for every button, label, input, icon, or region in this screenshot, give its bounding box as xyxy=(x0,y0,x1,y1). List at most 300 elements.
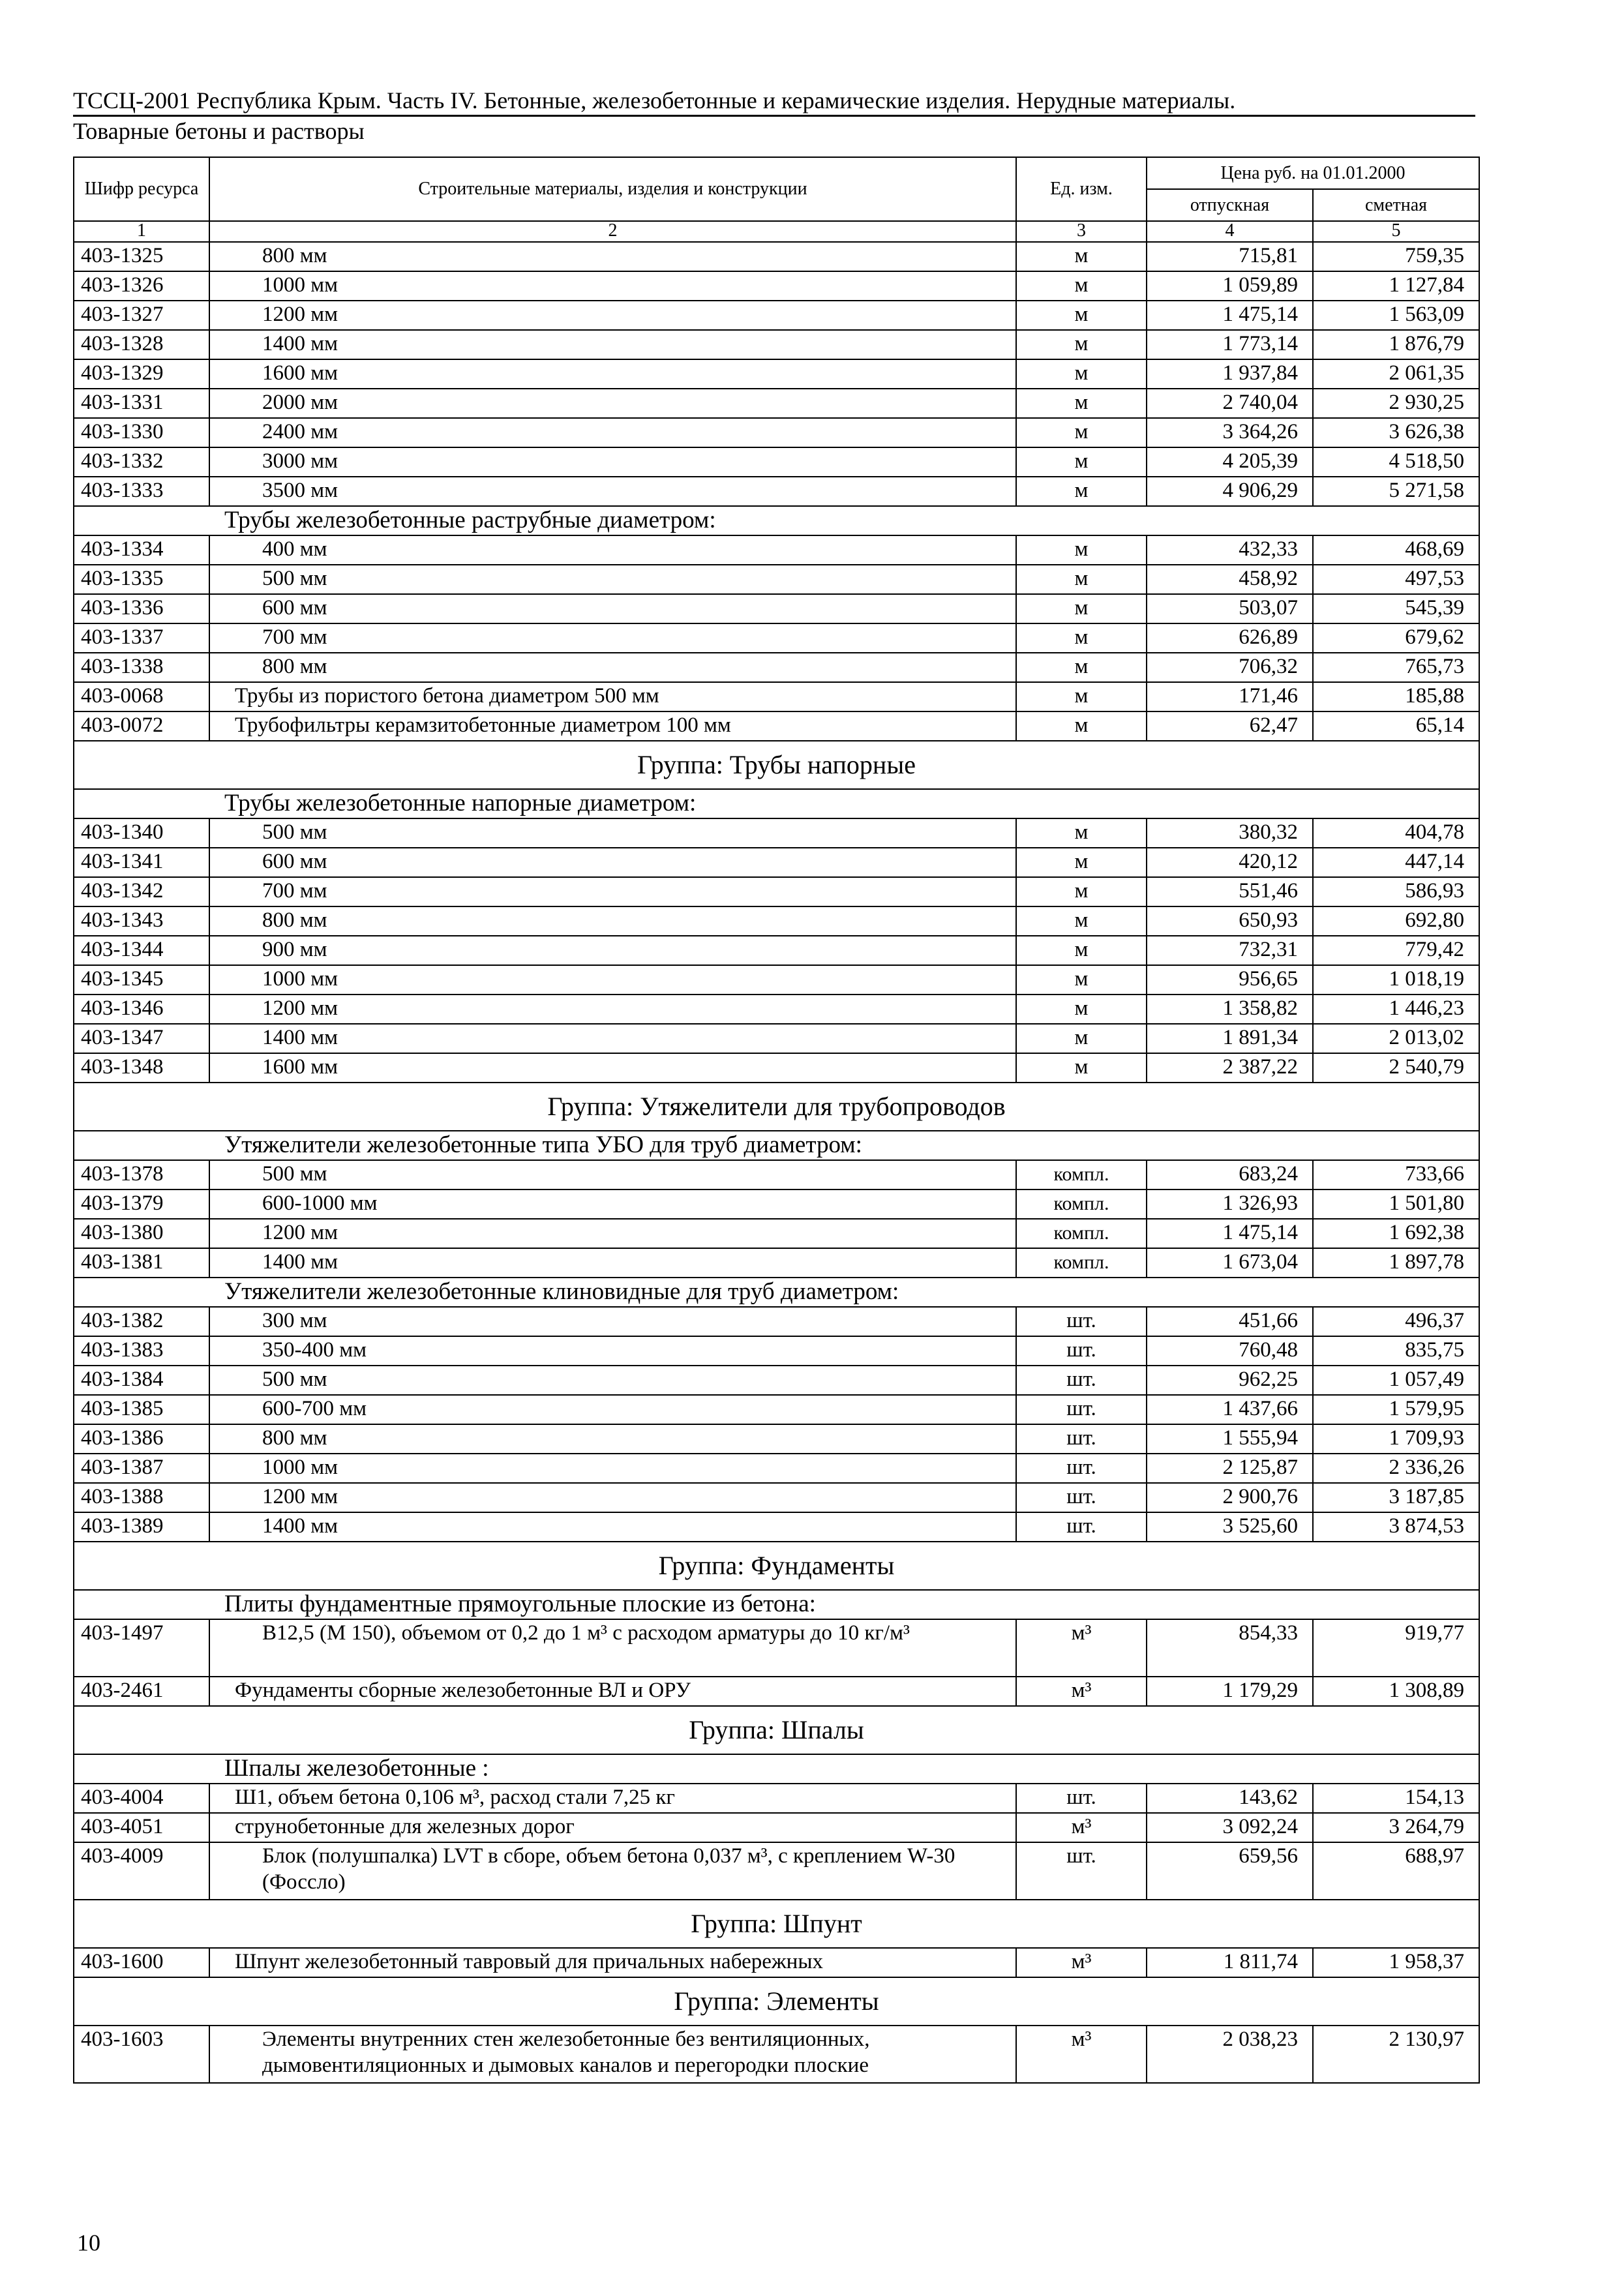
unit-cell: м xyxy=(1016,995,1147,1024)
material-name-cell: 600 мм xyxy=(209,594,1016,623)
table-row xyxy=(74,301,1479,330)
release-price-cell: 3 525,60 xyxy=(1147,1512,1313,1542)
table-row xyxy=(74,1336,1479,1366)
release-price-cell: 4 205,39 xyxy=(1147,447,1313,477)
release-price-cell: 732,31 xyxy=(1147,936,1313,965)
table-row xyxy=(74,1307,1479,1336)
table-row xyxy=(74,1512,1479,1542)
release-price-cell: 3 364,26 xyxy=(1147,418,1313,447)
estimate-price-cell: 1 876,79 xyxy=(1313,330,1479,359)
unit-cell: шт. xyxy=(1016,1454,1147,1483)
estimate-price-cell: 1 446,23 xyxy=(1313,995,1479,1024)
unit-cell: м xyxy=(1016,477,1147,506)
page-number: 10 xyxy=(77,2230,100,2256)
resource-code-cell: 403-2461 xyxy=(74,1677,209,1706)
material-name-cell: 600 мм xyxy=(209,848,1016,877)
unit-cell: шт. xyxy=(1016,1366,1147,1395)
table-row xyxy=(74,848,1479,877)
estimate-price-cell: 2 013,02 xyxy=(1313,1024,1479,1053)
group-heading: Группа: Фундаменты xyxy=(74,1542,1479,1590)
unit-cell: м³ xyxy=(1016,1813,1147,1842)
estimate-price-cell: 2 130,97 xyxy=(1313,2026,1479,2083)
resource-code-cell: 403-1330 xyxy=(74,418,209,447)
resource-code-cell: 403-1386 xyxy=(74,1424,209,1454)
material-name-cell: 1400 мм xyxy=(209,1248,1016,1278)
estimate-price-cell: 3 187,85 xyxy=(1313,1483,1479,1512)
table-row xyxy=(74,906,1479,936)
material-name-cell: 3500 мм xyxy=(209,477,1016,506)
unit-cell: м³ xyxy=(1016,2026,1147,2083)
group-heading: Группа: Шпунт xyxy=(74,1900,1479,1948)
material-name-cell: 300 мм xyxy=(209,1307,1016,1336)
unit-cell: м xyxy=(1016,877,1147,906)
estimate-price-cell: 4 518,50 xyxy=(1313,447,1479,477)
material-name-cell: 500 мм xyxy=(209,818,1016,848)
page-header xyxy=(73,86,1475,145)
unit-cell: компл. xyxy=(1016,1160,1147,1189)
estimate-price-cell: 3 264,79 xyxy=(1313,1813,1479,1842)
material-name-cell: 1400 мм xyxy=(209,1024,1016,1053)
table-row xyxy=(74,565,1479,594)
material-name-cell: Трубы из пористого бетона диаметром 500 мм xyxy=(209,682,1016,711)
material-name-cell: 400 мм xyxy=(209,535,1016,565)
unit-cell: компл. xyxy=(1016,1189,1147,1219)
material-name-cell: 1000 мм xyxy=(209,1454,1016,1483)
unit-cell: м xyxy=(1016,653,1147,682)
estimate-price-cell: 497,53 xyxy=(1313,565,1479,594)
table-row xyxy=(74,653,1479,682)
unit-cell: шт. xyxy=(1016,1336,1147,1366)
estimate-price-cell: 679,62 xyxy=(1313,623,1479,653)
estimate-price-cell: 1 709,93 xyxy=(1313,1424,1479,1454)
material-name-cell: Элементы внутренних стен железобетонные без вентиляционных, дымовентиляционных и дымовых каналов и перегородки плоские xyxy=(209,2026,1016,2083)
resource-code-cell: 403-4051 xyxy=(74,1813,209,1842)
release-price-cell: 760,48 xyxy=(1147,1336,1313,1366)
estimate-price-cell: 919,77 xyxy=(1313,1619,1479,1677)
resource-code-cell: 403-1343 xyxy=(74,906,209,936)
estimate-price-cell: 65,14 xyxy=(1313,711,1479,741)
release-price-cell: 420,12 xyxy=(1147,848,1313,877)
col-number-4: 4 xyxy=(1147,221,1313,242)
material-name-cell: Блок (полушпалка) LVT в сборе, объем бетона 0,037 м³, с креплением W-30 (Фоссло) xyxy=(209,1842,1016,1900)
subheading-row xyxy=(74,1278,1479,1307)
unit-cell: м xyxy=(1016,535,1147,565)
release-price-cell: 1 326,93 xyxy=(1147,1189,1313,1219)
estimate-price-cell: 759,35 xyxy=(1313,242,1479,271)
unit-cell: м xyxy=(1016,447,1147,477)
table-row xyxy=(74,1948,1479,1977)
table-body xyxy=(74,242,1479,2083)
material-name-cell: 1200 мм xyxy=(209,301,1016,330)
col-number-3: 3 xyxy=(1016,221,1147,242)
material-name-cell: 2000 мм xyxy=(209,389,1016,418)
resource-code-cell: 403-1346 xyxy=(74,995,209,1024)
estimate-price-cell: 468,69 xyxy=(1313,535,1479,565)
resource-code-cell: 403-1337 xyxy=(74,623,209,653)
table-row xyxy=(74,359,1479,389)
subheading: Трубы железобетонные раструбные диаметром: xyxy=(74,506,1479,535)
group-heading: Группа: Шпалы xyxy=(74,1706,1479,1754)
table-row xyxy=(74,1483,1479,1512)
table-row xyxy=(74,936,1479,965)
resource-code-cell: 403-1382 xyxy=(74,1307,209,1336)
estimate-price-cell: 835,75 xyxy=(1313,1336,1479,1366)
material-name-cell: 1600 мм xyxy=(209,1053,1016,1083)
material-name-cell: 1000 мм xyxy=(209,271,1016,301)
estimate-price-cell: 1 018,19 xyxy=(1313,965,1479,995)
resource-code-cell: 403-1341 xyxy=(74,848,209,877)
unit-cell: шт. xyxy=(1016,1784,1147,1813)
group-heading-row xyxy=(74,1900,1479,1948)
table-row xyxy=(74,535,1479,565)
col-header-code: Шифр ресурса xyxy=(74,157,209,221)
subheading: Плиты фундаментные прямоугольные плоские из бетона: xyxy=(74,1590,1479,1619)
estimate-price-cell: 1 692,38 xyxy=(1313,1219,1479,1248)
release-price-cell: 1 773,14 xyxy=(1147,330,1313,359)
estimate-price-cell: 2 336,26 xyxy=(1313,1454,1479,1483)
resource-code-cell: 403-1325 xyxy=(74,242,209,271)
material-name-cell: 700 мм xyxy=(209,623,1016,653)
release-price-cell: 2 900,76 xyxy=(1147,1483,1313,1512)
resource-code-cell: 403-1383 xyxy=(74,1336,209,1366)
release-price-cell: 1 437,66 xyxy=(1147,1395,1313,1424)
material-name-cell: 1600 мм xyxy=(209,359,1016,389)
material-name-cell: 1400 мм xyxy=(209,1512,1016,1542)
unit-cell: м xyxy=(1016,711,1147,741)
estimate-price-cell: 765,73 xyxy=(1313,653,1479,682)
table-row xyxy=(74,623,1479,653)
table-row xyxy=(74,1219,1479,1248)
group-heading-row xyxy=(74,1977,1479,2026)
release-price-cell: 659,56 xyxy=(1147,1842,1313,1900)
estimate-price-cell: 3 626,38 xyxy=(1313,418,1479,447)
resource-code-cell: 403-1381 xyxy=(74,1248,209,1278)
unit-cell: м xyxy=(1016,565,1147,594)
unit-cell: м xyxy=(1016,623,1147,653)
material-name-cell: 800 мм xyxy=(209,1424,1016,1454)
table-row xyxy=(74,1160,1479,1189)
resource-code-cell: 403-1347 xyxy=(74,1024,209,1053)
resource-code-cell: 403-1379 xyxy=(74,1189,209,1219)
estimate-price-cell: 2 061,35 xyxy=(1313,359,1479,389)
resource-code-cell: 403-1329 xyxy=(74,359,209,389)
subheading: Шпалы железобетонные : xyxy=(74,1754,1479,1784)
unit-cell: шт. xyxy=(1016,1842,1147,1900)
release-price-cell: 451,66 xyxy=(1147,1307,1313,1336)
table-row xyxy=(74,995,1479,1024)
material-name-cell: 1000 мм xyxy=(209,965,1016,995)
resource-code-cell: 403-1497 xyxy=(74,1619,209,1677)
release-price-cell: 1 179,29 xyxy=(1147,1677,1313,1706)
resource-code-cell: 403-1328 xyxy=(74,330,209,359)
col-header-unit: Ед. изм. xyxy=(1016,157,1147,221)
resource-code-cell: 403-1327 xyxy=(74,301,209,330)
table-row xyxy=(74,711,1479,741)
release-price-cell: 380,32 xyxy=(1147,818,1313,848)
resource-code-cell: 403-1326 xyxy=(74,271,209,301)
table-row xyxy=(74,594,1479,623)
estimate-price-cell: 1 897,78 xyxy=(1313,1248,1479,1278)
document-subtitle: Товарные бетоны и растворы xyxy=(73,118,365,144)
table-row xyxy=(74,418,1479,447)
release-price-cell: 2 740,04 xyxy=(1147,389,1313,418)
estimate-price-cell: 1 958,37 xyxy=(1313,1948,1479,1977)
release-price-cell: 1 891,34 xyxy=(1147,1024,1313,1053)
resource-code-cell: 403-1603 xyxy=(74,2026,209,2083)
group-heading-row xyxy=(74,741,1479,789)
table-row xyxy=(74,389,1479,418)
unit-cell: м xyxy=(1016,271,1147,301)
col-header-release-price: отпускная xyxy=(1147,189,1313,221)
table-header xyxy=(74,157,1479,242)
unit-cell: м xyxy=(1016,418,1147,447)
estimate-price-cell: 733,66 xyxy=(1313,1160,1479,1189)
table-row xyxy=(74,965,1479,995)
unit-cell: м xyxy=(1016,301,1147,330)
resource-code-cell: 403-1345 xyxy=(74,965,209,995)
estimate-price-cell: 2 930,25 xyxy=(1313,389,1479,418)
group-heading: Группа: Трубы напорные xyxy=(74,741,1479,789)
material-name-cell: Фундаменты сборные железобетонные ВЛ и ОРУ xyxy=(209,1677,1016,1706)
resource-code-cell: 403-1335 xyxy=(74,565,209,594)
table-row xyxy=(74,330,1479,359)
release-price-cell: 1 475,14 xyxy=(1147,1219,1313,1248)
estimate-price-cell: 5 271,58 xyxy=(1313,477,1479,506)
estimate-price-cell: 404,78 xyxy=(1313,818,1479,848)
table-row xyxy=(74,682,1479,711)
resource-code-cell: 403-1378 xyxy=(74,1160,209,1189)
estimate-price-cell: 586,93 xyxy=(1313,877,1479,906)
table-row xyxy=(74,242,1479,271)
material-name-cell: 600-700 мм xyxy=(209,1395,1016,1424)
table-row xyxy=(74,818,1479,848)
table-row xyxy=(74,1454,1479,1483)
release-price-cell: 854,33 xyxy=(1147,1619,1313,1677)
unit-cell: шт. xyxy=(1016,1483,1147,1512)
material-name-cell: 3000 мм xyxy=(209,447,1016,477)
release-price-cell: 551,46 xyxy=(1147,877,1313,906)
table-row xyxy=(74,1024,1479,1053)
material-name-cell: 2400 мм xyxy=(209,418,1016,447)
release-price-cell: 1 937,84 xyxy=(1147,359,1313,389)
material-name-cell: 900 мм xyxy=(209,936,1016,965)
table-row xyxy=(74,271,1479,301)
table-row xyxy=(74,1813,1479,1842)
unit-cell: м xyxy=(1016,389,1147,418)
unit-cell: шт. xyxy=(1016,1307,1147,1336)
release-price-cell: 1 555,94 xyxy=(1147,1424,1313,1454)
material-name-cell: 700 мм xyxy=(209,877,1016,906)
subheading-row xyxy=(74,1590,1479,1619)
material-name-cell: Трубофильтры керамзитобетонные диаметром 100 мм xyxy=(209,711,1016,741)
resource-code-cell: 403-0068 xyxy=(74,682,209,711)
release-price-cell: 706,32 xyxy=(1147,653,1313,682)
release-price-cell: 650,93 xyxy=(1147,906,1313,936)
release-price-cell: 1 358,82 xyxy=(1147,995,1313,1024)
group-heading-row xyxy=(74,1542,1479,1590)
table-row xyxy=(74,877,1479,906)
unit-cell: шт. xyxy=(1016,1424,1147,1454)
table-row xyxy=(74,477,1479,506)
release-price-cell: 62,47 xyxy=(1147,711,1313,741)
unit-cell: компл. xyxy=(1016,1248,1147,1278)
resource-code-cell: 403-1338 xyxy=(74,653,209,682)
unit-cell: м³ xyxy=(1016,1677,1147,1706)
material-name-cell: 500 мм xyxy=(209,1366,1016,1395)
table-row xyxy=(74,447,1479,477)
release-price-cell: 626,89 xyxy=(1147,623,1313,653)
release-price-cell: 1 673,04 xyxy=(1147,1248,1313,1278)
subheading: Утяжелители железобетонные типа УБО для труб диаметром: xyxy=(74,1131,1479,1160)
resource-code-cell: 403-4004 xyxy=(74,1784,209,1813)
material-name-cell: 800 мм xyxy=(209,906,1016,936)
unit-cell: м³ xyxy=(1016,1948,1147,1977)
release-price-cell: 962,25 xyxy=(1147,1366,1313,1395)
release-price-cell: 143,62 xyxy=(1147,1784,1313,1813)
estimate-price-cell: 1 308,89 xyxy=(1313,1677,1479,1706)
material-name-cell: В12,5 (М 150), объемом от 0,2 до 1 м³ с расходом арматуры до 10 кг/м³ xyxy=(209,1619,1016,1677)
table-row xyxy=(74,1053,1479,1083)
resource-code-cell: 403-1340 xyxy=(74,818,209,848)
subheading-row xyxy=(74,789,1479,818)
material-name-cell: 1200 мм xyxy=(209,995,1016,1024)
col-header-price: Цена руб. на 01.01.2000 xyxy=(1147,157,1479,189)
release-price-cell: 4 906,29 xyxy=(1147,477,1313,506)
subheading-row xyxy=(74,1754,1479,1784)
resource-code-cell: 403-1380 xyxy=(74,1219,209,1248)
resource-code-cell: 403-1387 xyxy=(74,1454,209,1483)
release-price-cell: 1 811,74 xyxy=(1147,1948,1313,1977)
table-row xyxy=(74,2026,1479,2083)
subheading: Утяжелители железобетонные клиновидные для труб диаметром: xyxy=(74,1278,1479,1307)
subheading-row xyxy=(74,506,1479,535)
estimate-price-cell: 1 501,80 xyxy=(1313,1189,1479,1219)
resource-code-cell: 403-1388 xyxy=(74,1483,209,1512)
group-heading-row xyxy=(74,1706,1479,1754)
unit-cell: м xyxy=(1016,330,1147,359)
resource-code-cell: 403-1385 xyxy=(74,1395,209,1424)
unit-cell: м xyxy=(1016,818,1147,848)
release-price-cell: 956,65 xyxy=(1147,965,1313,995)
release-price-cell: 432,33 xyxy=(1147,535,1313,565)
col-header-estimate-price: сметная xyxy=(1313,189,1479,221)
estimate-price-cell: 496,37 xyxy=(1313,1307,1479,1336)
table-row xyxy=(74,1619,1479,1677)
material-name-cell: 600-1000 мм xyxy=(209,1189,1016,1219)
resource-code-cell: 403-1333 xyxy=(74,477,209,506)
group-heading-row xyxy=(74,1083,1479,1131)
release-price-cell: 503,07 xyxy=(1147,594,1313,623)
material-name-cell: Шпунт железобетонный тавровый для причальных набережных xyxy=(209,1948,1016,1977)
release-price-cell: 458,92 xyxy=(1147,565,1313,594)
release-price-cell: 3 092,24 xyxy=(1147,1813,1313,1842)
estimate-price-cell: 185,88 xyxy=(1313,682,1479,711)
subheading: Трубы железобетонные напорные диаметром: xyxy=(74,789,1479,818)
table-row xyxy=(74,1424,1479,1454)
resource-code-cell: 403-1331 xyxy=(74,389,209,418)
unit-cell: м xyxy=(1016,682,1147,711)
resource-code-cell: 403-1342 xyxy=(74,877,209,906)
resource-code-cell: 403-1336 xyxy=(74,594,209,623)
price-table xyxy=(73,157,1480,2084)
table-row xyxy=(74,1366,1479,1395)
unit-cell: м xyxy=(1016,1024,1147,1053)
release-price-cell: 2 387,22 xyxy=(1147,1053,1313,1083)
group-heading: Группа: Утяжелители для трубопроводов xyxy=(74,1083,1479,1131)
release-price-cell: 1 059,89 xyxy=(1147,271,1313,301)
estimate-price-cell: 545,39 xyxy=(1313,594,1479,623)
release-price-cell: 2 038,23 xyxy=(1147,2026,1313,2083)
group-heading: Группа: Элементы xyxy=(74,1977,1479,2026)
col-header-name: Строительные материалы, изделия и конструкции xyxy=(209,157,1016,221)
estimate-price-cell: 2 540,79 xyxy=(1313,1053,1479,1083)
estimate-price-cell: 1 563,09 xyxy=(1313,301,1479,330)
material-name-cell: 350-400 мм xyxy=(209,1336,1016,1366)
estimate-price-cell: 154,13 xyxy=(1313,1784,1479,1813)
material-name-cell: 500 мм xyxy=(209,565,1016,594)
unit-cell: шт. xyxy=(1016,1512,1147,1542)
resource-code-cell: 403-4009 xyxy=(74,1842,209,1900)
unit-cell: шт. xyxy=(1016,1395,1147,1424)
estimate-price-cell: 447,14 xyxy=(1313,848,1479,877)
estimate-price-cell: 1 057,49 xyxy=(1313,1366,1479,1395)
resource-code-cell: 403-0072 xyxy=(74,711,209,741)
table-row xyxy=(74,1395,1479,1424)
table-row xyxy=(74,1189,1479,1219)
unit-cell: м xyxy=(1016,965,1147,995)
unit-cell: м xyxy=(1016,242,1147,271)
estimate-price-cell: 3 874,53 xyxy=(1313,1512,1479,1542)
table-row xyxy=(74,1784,1479,1813)
estimate-price-cell: 1 127,84 xyxy=(1313,271,1479,301)
estimate-price-cell: 779,42 xyxy=(1313,936,1479,965)
unit-cell: компл. xyxy=(1016,1219,1147,1248)
resource-code-cell: 403-1334 xyxy=(74,535,209,565)
material-name-cell: 500 мм xyxy=(209,1160,1016,1189)
table-row xyxy=(74,1248,1479,1278)
release-price-cell: 715,81 xyxy=(1147,242,1313,271)
document-title: ТССЦ-2001 Республика Крым. Часть IV. Бетонные, железобетонные и керамические изделия. Нерудные материалы. xyxy=(73,86,1475,117)
col-number-2: 2 xyxy=(209,221,1016,242)
unit-cell: м³ xyxy=(1016,1619,1147,1677)
unit-cell: м xyxy=(1016,906,1147,936)
material-name-cell: 1200 мм xyxy=(209,1483,1016,1512)
estimate-price-cell: 1 579,95 xyxy=(1313,1395,1479,1424)
table-row xyxy=(74,1842,1479,1900)
release-price-cell: 171,46 xyxy=(1147,682,1313,711)
resource-code-cell: 403-1332 xyxy=(74,447,209,477)
unit-cell: м xyxy=(1016,1053,1147,1083)
col-number-5: 5 xyxy=(1313,221,1479,242)
release-price-cell: 2 125,87 xyxy=(1147,1454,1313,1483)
material-name-cell: 1200 мм xyxy=(209,1219,1016,1248)
material-name-cell: струнобетонные для железных дорог xyxy=(209,1813,1016,1842)
resource-code-cell: 403-1389 xyxy=(74,1512,209,1542)
resource-code-cell: 403-1344 xyxy=(74,936,209,965)
resource-code-cell: 403-1384 xyxy=(74,1366,209,1395)
unit-cell: м xyxy=(1016,936,1147,965)
resource-code-cell: 403-1348 xyxy=(74,1053,209,1083)
estimate-price-cell: 688,97 xyxy=(1313,1842,1479,1900)
release-price-cell: 683,24 xyxy=(1147,1160,1313,1189)
table-row xyxy=(74,1677,1479,1706)
resource-code-cell: 403-1600 xyxy=(74,1948,209,1977)
col-number-1: 1 xyxy=(74,221,209,242)
material-name-cell: 800 мм xyxy=(209,242,1016,271)
release-price-cell: 1 475,14 xyxy=(1147,301,1313,330)
material-name-cell: 800 мм xyxy=(209,653,1016,682)
unit-cell: м xyxy=(1016,848,1147,877)
